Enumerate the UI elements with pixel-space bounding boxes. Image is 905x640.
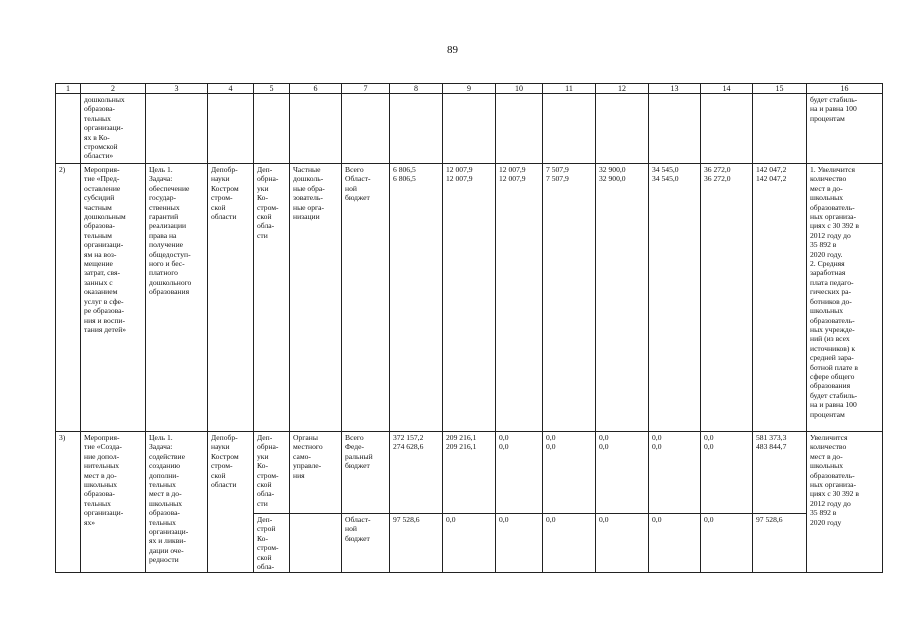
amount-total: 97 528,6 — [753, 514, 807, 573]
page-number: 89 — [447, 44, 458, 56]
table-row-2 — [56, 164, 883, 432]
column-number: 1 — [56, 84, 81, 94]
column-number: 4 — [208, 84, 254, 94]
column-number: 8 — [390, 84, 443, 94]
responsible-executor: Депобр- науки Костром стром- ской области — [208, 432, 254, 573]
amount-cell: 0,0 — [496, 514, 543, 573]
column-number: 7 — [342, 84, 390, 94]
amount-cell: 0,0 — [543, 514, 596, 573]
amount-cell: 372 157,2 274 628,6 — [390, 432, 443, 514]
amount-cell: 0,0 0,0 — [543, 432, 596, 514]
amount-cell: 12 007,9 12 007,9 — [443, 164, 496, 432]
measure-name: Мероприя- тие «Созда- ние допол- нительных мест в до- школьных образова- тельных организаци- ях» — [81, 432, 146, 573]
co-executor: Деп- обрна- уки Ко- стром- ской обла- сти — [254, 164, 290, 432]
amount-cell: 0,0 — [701, 514, 753, 573]
column-number: 16 — [807, 84, 883, 94]
amount-cell: 32 900,0 32 900,0 — [596, 164, 649, 432]
participants: Органы местного само- управле- ния — [290, 432, 342, 514]
column-number: 15 — [753, 84, 807, 94]
funding-source: Всего Феде- ральный бюджет — [342, 432, 390, 514]
header-row — [56, 84, 883, 94]
row-number: 3) — [56, 432, 81, 573]
measure-name: Мероприя- тие «Пред- оставление субсидий частным дошкольным образова- тельным организаци- ям на воз- мещение затрат, свя- занных с оказанием услуг в сфе- ре образова- ния и воспи- тания детей» — [81, 164, 146, 432]
column-number: 13 — [649, 84, 701, 94]
expected-result: 1. Увеличится количество мест в до- школьных образователь- ных организа- циях с 30 392 в 2012 году до 35 892 в 2020 году. 2. Средняя заработная плата педаго- гических ра- ботников до- школьных образователь- ных учрежде- ний (из всех источников) к средней зара- ботной плате в сфере общего образования будет стабиль- на и равна 100 процентам — [807, 164, 883, 432]
amount-total: 581 373,3 483 844,7 — [753, 432, 807, 514]
co-executor: Деп- обрна- уки Ко- стром- ской обла- сти — [254, 432, 290, 514]
column-number: 3 — [146, 84, 208, 94]
amount-total: 142 047,2 142 047,2 — [753, 164, 807, 432]
amount-cell: 0,0 — [649, 514, 701, 573]
amount-cell: 36 272,0 36 272,0 — [701, 164, 753, 432]
goal-task: Цель 1. Задача: содействие созданию дополни- тельных мест в до- школьных образова- тельных организаци- ях и ликви- дации оче- редности — [146, 432, 208, 573]
amount-cell: 0,0 — [596, 514, 649, 573]
column-number: 2 — [81, 84, 146, 94]
column-number: 10 — [496, 84, 543, 94]
amount-cell: 97 528,6 — [390, 514, 443, 573]
amount-cell: 0,0 0,0 — [649, 432, 701, 514]
goal-task: Цель 1. Задача: обеспечение государ- ственных гарантий реализации права на получение общедоступ- ного и бес- платного дошкольного образования — [146, 164, 208, 432]
program-table — [55, 83, 883, 573]
amount-cell: 12 007,9 12 007,9 — [496, 164, 543, 432]
expected-result: Увеличится количество мест в до- школьных образователь- ных организа- циях с 30 392 в 2012 году до 35 892 в 2020 году — [807, 432, 883, 573]
amount-cell: 0,0 — [443, 514, 496, 573]
responsible-executor: Депобр- науки Костром стром- ской области — [208, 164, 254, 432]
co-executor: Деп- строй Ко- стром- ской обла- — [254, 514, 290, 573]
funding-source: Всего Област- ной бюджет — [342, 164, 390, 432]
column-number: 5 — [254, 84, 290, 94]
column-number: 11 — [543, 84, 596, 94]
column-number: 14 — [701, 84, 753, 94]
funding-source: Област- ной бюджет — [342, 514, 390, 573]
amount-cell: 7 507,9 7 507,9 — [543, 164, 596, 432]
amount-cell: 34 545,0 34 545,0 — [649, 164, 701, 432]
amount-cell: 0,0 0,0 — [596, 432, 649, 514]
amount-cell: 6 806,5 6 806,5 — [390, 164, 443, 432]
measure-name: дошкольных образова- тельных организаци- ях в Ко- стромской области» — [81, 94, 146, 164]
participants: Частные дошколь- ные обра- зователь- ные орга- низации — [290, 164, 342, 432]
amount-cell: 0,0 0,0 — [701, 432, 753, 514]
expected-result: будет стабиль- на и равна 100 процентам — [807, 94, 883, 164]
column-number: 6 — [290, 84, 342, 94]
column-number: 12 — [596, 84, 649, 94]
column-number: 9 — [443, 84, 496, 94]
table-row-continuation — [56, 94, 883, 164]
table-row-3 — [56, 432, 883, 514]
amount-cell: 0,0 0,0 — [496, 432, 543, 514]
row-number: 2) — [56, 164, 81, 432]
amount-cell: 209 216,1 209 216,1 — [443, 432, 496, 514]
